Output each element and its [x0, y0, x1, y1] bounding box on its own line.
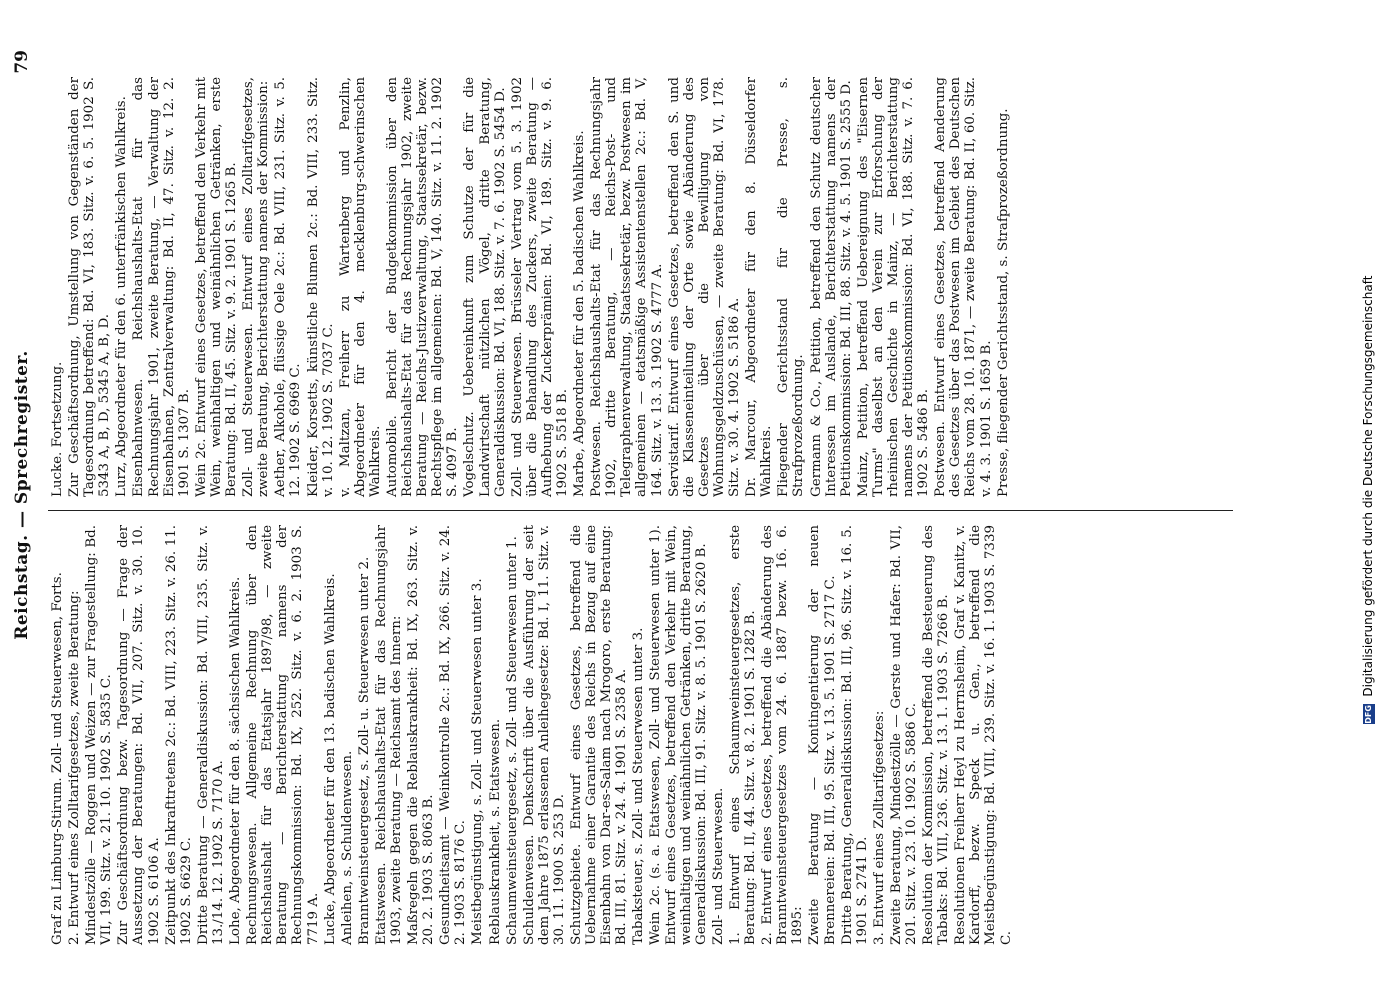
index-entry: 2. Entwurf eines Gesetzes, betreffend die Abänderung des Branntweinsteuergesetzes vom 24. 6. 1887 bezw. 16. 6. 1895:	[760, 525, 806, 945]
index-entry: Etatswesen. Reichshaushalts-Etat für das Rechnungsjahr 1903, zweite Beratung — Reichsamt des Innern:	[373, 525, 404, 945]
index-entry: Anleihen, s. Schuldenwesen.	[339, 750, 355, 945]
index-entry: Marbe, Abgeordneter für den 5. badischen Wahlkreis.	[572, 130, 588, 497]
column-divider	[48, 510, 1233, 511]
dfg-logo-icon: DFG	[1363, 705, 1373, 724]
index-entry: Dritte Beratung, Generaldiskussion: Bd. III, 96. Sitz. v. 16. 5. 1901 S. 2741 D.	[839, 525, 870, 945]
index-entry: Postwesen. Entwurf eines Gesetzes, betreffend Aenderung des Gesetzes über das Postwesen im Gebiet des Deutschen Reichs vom 28. 10. 1871, — zweite Beratung: Bd. II, 60. Sitz. v. 4. 3. 1901 S. 1659 B.	[933, 77, 994, 497]
index-entry: Zweite Beratung — Kontingentierung der neuen Brennereien: Bd. III, 95. Sitz. v. 13. 5. 1901 S. 2717 C.	[807, 525, 838, 945]
running-title: Reichstag. — Sprechregister.	[12, 350, 32, 640]
index-entry: Schaumweinsteuergesetz, s. Zoll- und Steuerwesen unter 1.	[504, 536, 520, 945]
index-entry: Aether, Alkohole, flüssige Oele 2c.: Bd. VIII, 231. Sitz. v. 5. 12. 1902 S. 6969 C.	[273, 77, 304, 497]
page-number: 79	[12, 50, 32, 74]
index-entry: Postwesen. Reichshaushalts-Etat für das Rechnungsjahr 1902, dritte Beratung, — Reichs-Post- und Telegraphenverwaltung, Staatssekretär, bezw. Postwesen im allgemeinen — etatsmäßige Assistentenstellen 2c.: Bd. V, 164. Sitz. v. 13. 3. 1902 S. 4777 A.	[589, 77, 665, 497]
index-entry: Servistarif. Entwurf eines Gesetzes, betreffend den S. und die Klasseneinteilung der Orte sowie Abänderung des Gesetzes über die Bewilligung von Wohnungsgeldzuschüssen, — zweite Beratung: Bd. VI, 178. Sitz. v. 30. 4. 1902 S. 5186 A.	[666, 77, 743, 497]
index-entry: Zoll- und Steuerwesen. Brüsseler Vertrag vom 5. 3. 1902 über die Behandlung des Zuckers, zweite Beratung — Aufhebung der Zuckerprämien: Bd. VI, 189. Sitz. v. 9. 6. 1902 S. 5518 B.	[509, 77, 570, 497]
index-entry: Wein 2c. Entwurf eines Gesetzes, betreffend den Verkehr mit Wein, weinhaltigen und weinähnlichen Getränken, erste Beratung: Bd. II, 45. Sitz. v. 9. 2. 1901 S. 1265 B.	[193, 77, 240, 497]
index-entry: Wein 2c. (s. a. Etatswesen, Zoll- und Steuerwesen unter 1). Entwurf eines Gesetzes, betreffend den Verkehr mit Wein, weinhaltigen und weinähnlichen Getränken, dritte Beratung, Generaldiskussion: Bd. III, 91. Sitz. v. 8. 5. 1901 S. 2620 B.	[648, 525, 709, 945]
index-entry: v. Maltzan, Freiherr zu Wartenberg und Penzlin, Abgeordneter für den 4. mecklenburg-schwerinschen Wahlkreis.	[337, 77, 383, 497]
left-column	[50, 525, 1016, 945]
index-entry: Zur Geschäftsordnung, Umstellung von Gegenständen der Tagesordnung betreffend: Bd. VI, 183. Sitz. v. 6. 5. 1902 S. 5343 A, B, D, 5345 A, B, D.	[67, 77, 113, 497]
index-entry: Lucke, Abgeordneter für den 13. badischen Wahlkreis.	[322, 573, 338, 945]
index-entry: Schutzgebiete. Entwurf eines Gesetzes, betreffend die Uebernahme einer Garantie des Reichs in Bezug auf eine Eisenbahn von Dar-es-Salam nach Mrogoro, erste Beratung: Bd. III, 81. Sitz. v. 24. 4. 1901 S. 2358 A.	[569, 525, 630, 945]
index-entry: Graf zu Limburg-Stirum. Zoll- und Steuerwesen, Forts.	[50, 572, 65, 945]
index-entry: Resolutionen Freiherr Heyl zu Herrnsheim, Graf v. Kanitz, v. Kardorff, bezw. Speck u. Gen., betreffend die Meistbegünstigung: Bd. VIII, 239. Sitz. v. 16. 1. 1903 S. 7339 C.	[953, 525, 1014, 945]
right-column	[50, 77, 1013, 497]
index-entry: Zur Geschäftsordnung bezw. Tagesordnung — Frage der Aussetzung der Beratungen: Bd. VII, 207. Sitz. v. 30. 10. 1902 S. 6106 A.	[116, 525, 162, 945]
index-entry: Schuldenwesen. Denkschrift über die Ausführung der seit dem Jahre 1875 erlassenen Anleihegesetze: Bd. I, 11. Sitz. v. 30. 11. 1900 S. 253 D.	[521, 525, 567, 945]
index-entry: 1. Entwurf eines Schaumweinsteuergesetzes, erste Beratung: Bd. II, 44. Sitz. v. 8. 2. 1901 S. 1282 B.	[727, 525, 759, 945]
index-entry: Gesundheitsamt — Weinkontrolle 2c.: Bd. IX, 266. Sitz. v. 24. 2. 1903 S. 8176 C.	[438, 525, 469, 945]
index-entry: Automobile. Bericht der Budgetkommission über den Reichshaushalts-Etat für das Rechnungsjahr 1902, zweite Beratung — Reichs-Justizverwaltung, Staatssekretär, bezw. Rechtspflege im allgemeinen: Bd. V, 140. Sitz. v. 11. 2. 1902 S. 4097 B.	[384, 77, 461, 497]
index-entry: Mindestzölle — Roggen und Weizen — zur Fragestellung: Bd. VII, 199. Sitz. v. 21. 10. 1902 S. 5835 C.	[84, 525, 115, 945]
index-entry: Branntweinsteuergesetz, s. Zoll- u. Steuerwesen unter 2.	[356, 556, 372, 945]
index-entry: Vogelschutz. Uebereinkunft zum Schutze der für die Landwirtschaft nützlichen Vögel, dritte Beratung, Generaldiskussion: Bd. VI, 188. Sitz. v. 7. 6. 1902 S. 5454 D.	[462, 77, 508, 497]
page-footer	[1361, 0, 1377, 1000]
index-entry: Fliegender Gerichtsstand für die Presse, s. Strafprozeßordnung.	[776, 77, 807, 497]
index-entry: Dr. Marcour, Abgeordneter für den 8. Düsseldorfer Wahlkreis.	[744, 77, 775, 497]
index-entry: Reblauskrankheit, s. Etatswesen.	[487, 718, 503, 945]
index-entry: Tabaksteuer, s. Zoll- und Steuerwesen unter 3.	[631, 627, 647, 945]
index-entry: Rechnungswesen. Allgemeine Rechnung über den Reichshaushalt für das Etatsjahr 1897/98, — zweite Beratung — Berichterstattung namens der Rechnungskommission: Bd. IX, 252. Sitz. v. 6. 2. 1903 S. 7719 A.	[245, 525, 321, 945]
index-entry: Resolution der Kommission, betreffend die Besteuerung des Tabaks: Bd. VIII, 236. Sitz. v. 13. 1. 1903 S. 7266 B.	[921, 525, 952, 945]
index-entry: Presse, fliegender Gerichtsstand, s. Strafprozeßordnung.	[995, 108, 1011, 497]
index-entry: 3. Entwurf eines Zolltarifgesetzes:	[871, 710, 887, 945]
index-entry: Zoll- und Steuerwesen.	[710, 787, 726, 945]
index-entry: Meistbegünstigung, s. Zoll- und Steuerwesen unter 3.	[470, 578, 486, 945]
index-entry: Eisenbahnwesen. Reichshaushalts-Etat für das Rechnungsjahr 1901, zweite Beratung, — Verwaltung der Eisenbahnen, Zentralverwaltung: Bd. II, 47. Sitz. v. 12. 2. 1901 S. 1307 B.	[131, 77, 192, 497]
index-entry: Zeitpunkt des Inkrafttretens 2c.: Bd. VIII, 223. Sitz. v. 26. 11. 1902 S. 6629 C.	[163, 525, 194, 945]
index-entry: Kleider, Korsetts, künstliche Blumen 2c.: Bd. VIII, 233. Sitz. v. 10. 12. 1902 S. 7037 C.	[305, 77, 336, 497]
index-entry: 2. Entwurf eines Zolltarifgesetzes, zweite Beratung:	[67, 590, 83, 945]
page-header	[8, 50, 38, 940]
index-entry: Germann & Co., Petition, betreffend den Schutz deutscher Interessen im Auslande, Berichterstattung namens der Petitionskommission: Bd. III, 88. Sitz. v. 4. 5. 1901 S. 2555 D.	[808, 77, 854, 497]
funding-note: Digitalisierung gefördert durch die Deutsche Forschungsgemeinschaft	[1361, 275, 1375, 697]
index-entry: Dritte Beratung — Generaldiskussion: Bd. VIII, 235. Sitz. v. 13./14. 12. 1902 S. 7170 A.	[195, 525, 226, 945]
index-entry: Lohe, Abgeordneter für den 8. sächsischen Wahlkreis.	[228, 576, 244, 945]
index-entry: Lurz, Abgeordneter für den 6. unterfränkischen Wahlkreis.	[114, 96, 130, 497]
index-entry: Lucke. Fortsetzung.	[50, 361, 65, 497]
index-entry: Zoll- und Steuerwesen. Entwurf eines Zolltarifgesetzes, zweite Beratung, Berichterstattung namens der Kommission:	[241, 77, 272, 497]
index-entry: Maßregeln gegen die Reblauskrankheit: Bd. IX, 263. Sitz. v. 20. 2. 1903 S. 8063 B.	[406, 525, 437, 945]
index-entry: Mainz, Petition, betreffend Uebereignung des "Eisernen Turms" daselbst an den Verein zur Erforschung der rheinischen Geschichte in Mainz, — Berichterstattung namens der Petitionskommission: Bd. VI, 188. Sitz. v. 7. 6. 1902 S. 5486 B.	[855, 77, 932, 497]
index-entry: Zweite Beratung, Mindestzölle — Gerste und Hafer: Bd. VII, 201. Sitz. v. 23. 10. 1902 S. 5886 C.	[888, 525, 919, 945]
